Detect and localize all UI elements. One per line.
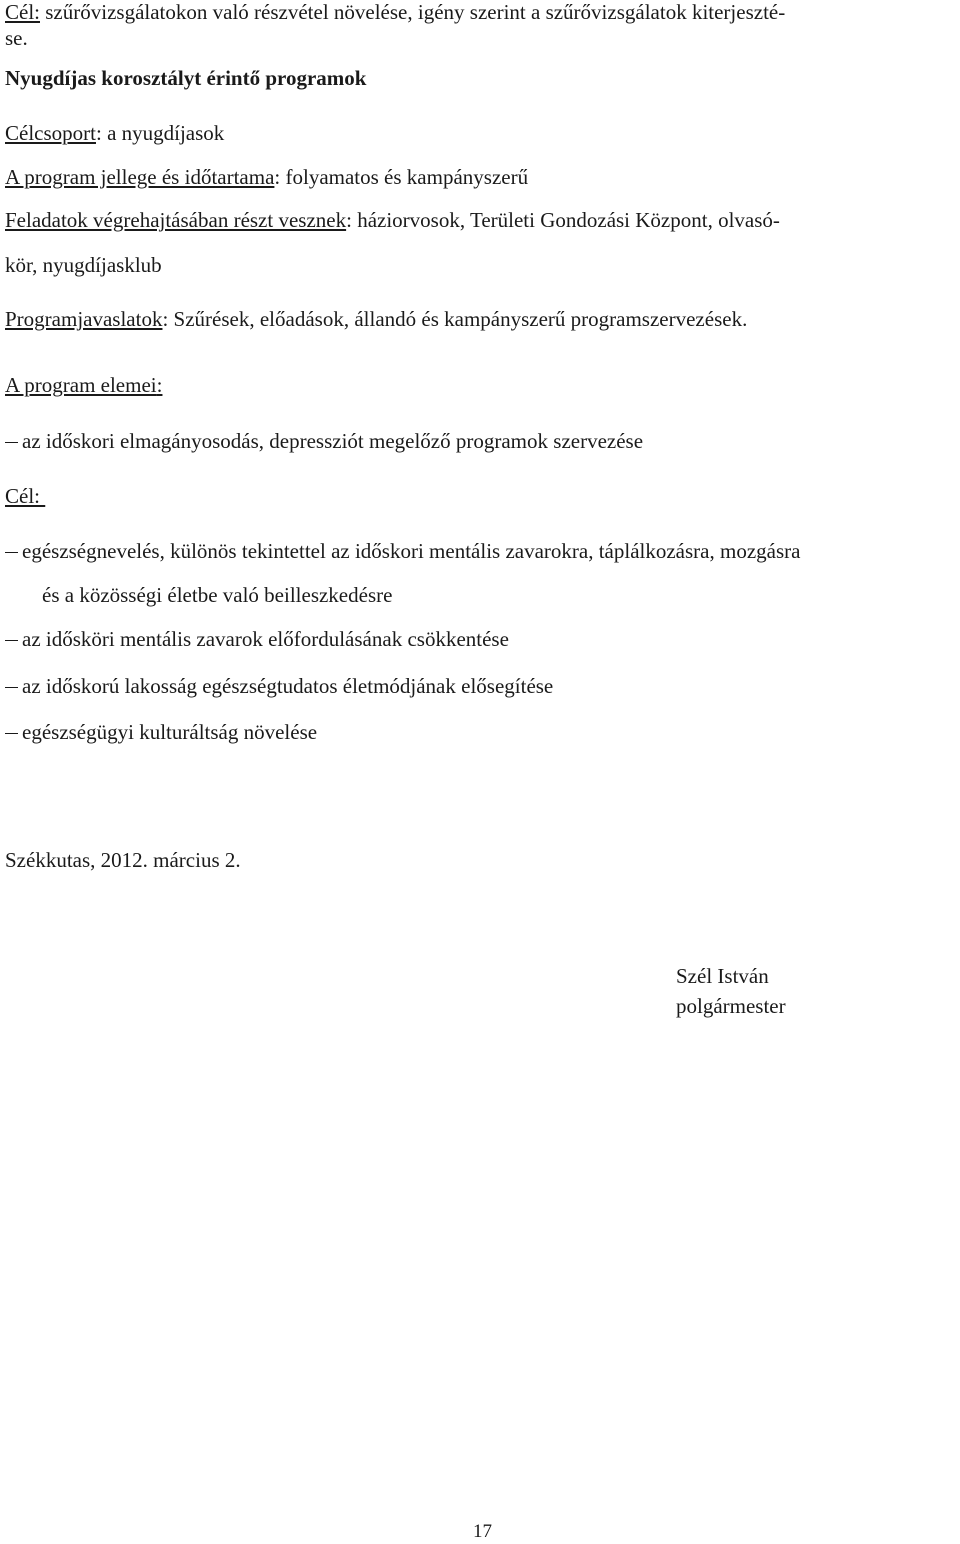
goal-item-2-text: az időskorú lakosság egészségtudatos életmódjának elősegítése [22,674,554,698]
goal-item-1-text: az idősköri mentális zavarok előfordulásának csökkentése [22,627,509,651]
dash-bullet-icon [5,733,18,734]
program-elements-line [5,373,162,398]
intro-goal-line-2: se. [5,26,28,50]
signer-title: polgármester [676,994,786,1018]
goal-item-2 [5,674,553,699]
goal-item-1 [5,627,509,652]
participants-line-1 [5,208,780,233]
program-element-item [5,429,643,454]
goal-item-3 [5,720,317,745]
program-elements-label: A program elemei [5,373,157,397]
goal-item-0-text: egészségnevelés, különös tekintettel az időskori mentális zavarokra, táplálkozásra, mozgásra [22,539,801,563]
program-nature-label: A program jellege és időtartama [5,165,275,189]
target-group-label: Célcsoport [5,121,96,145]
goal-label: Cél: [5,484,40,508]
participants-value: : háziorvosok, Területi Gondozási Központ, olvasó- [346,208,780,232]
participants-line-2: kör, nyugdíjasklub [5,253,162,277]
goal-item-3-text: egészségügyi kulturáltság növelése [22,720,318,744]
page-number: 17 [473,1521,492,1542]
target-group-line [5,121,224,146]
participants-label: Feladatok végrehajtásában részt vesznek [5,208,347,232]
dash-bullet-icon [5,552,18,553]
target-group-value: : a nyugdíjasok [95,121,225,145]
goal-underline-space [40,484,45,508]
program-nature-line [5,165,528,190]
proposals-line [5,307,747,332]
section-heading: Nyugdíjas korosztályt érintő programok [5,66,367,90]
goal-item-0-continuation: és a közösségi életbe való beilleszkedésre [42,583,393,607]
program-element-text: az időskori elmagányosodás, depressziót megelőző programok szervezése [22,429,644,453]
proposals-value: : Szűrések, előadások, állandó és kampányszerű programszervezések. [162,307,748,331]
dash-bullet-icon [5,640,18,641]
program-nature-value: : folyamatos és kampányszerű [274,165,529,189]
dash-bullet-icon [5,442,18,443]
intro-goal-label: Cél: [5,0,40,24]
proposals-label: Programjavaslatok [5,307,163,331]
goal-line [5,484,45,509]
signer-name: Szél István [676,964,769,988]
goal-item-0 [5,539,800,564]
intro-goal-text: szűrővizsgálatokon való részvétel növelése, igény szerint a szűrővizsgálatok kiterjeszté- [40,0,786,24]
program-elements-colon: : [156,373,163,397]
intro-goal-line-1 [5,0,785,25]
dash-bullet-icon [5,687,18,688]
place-date: Székkutas, 2012. március 2. [5,848,241,872]
